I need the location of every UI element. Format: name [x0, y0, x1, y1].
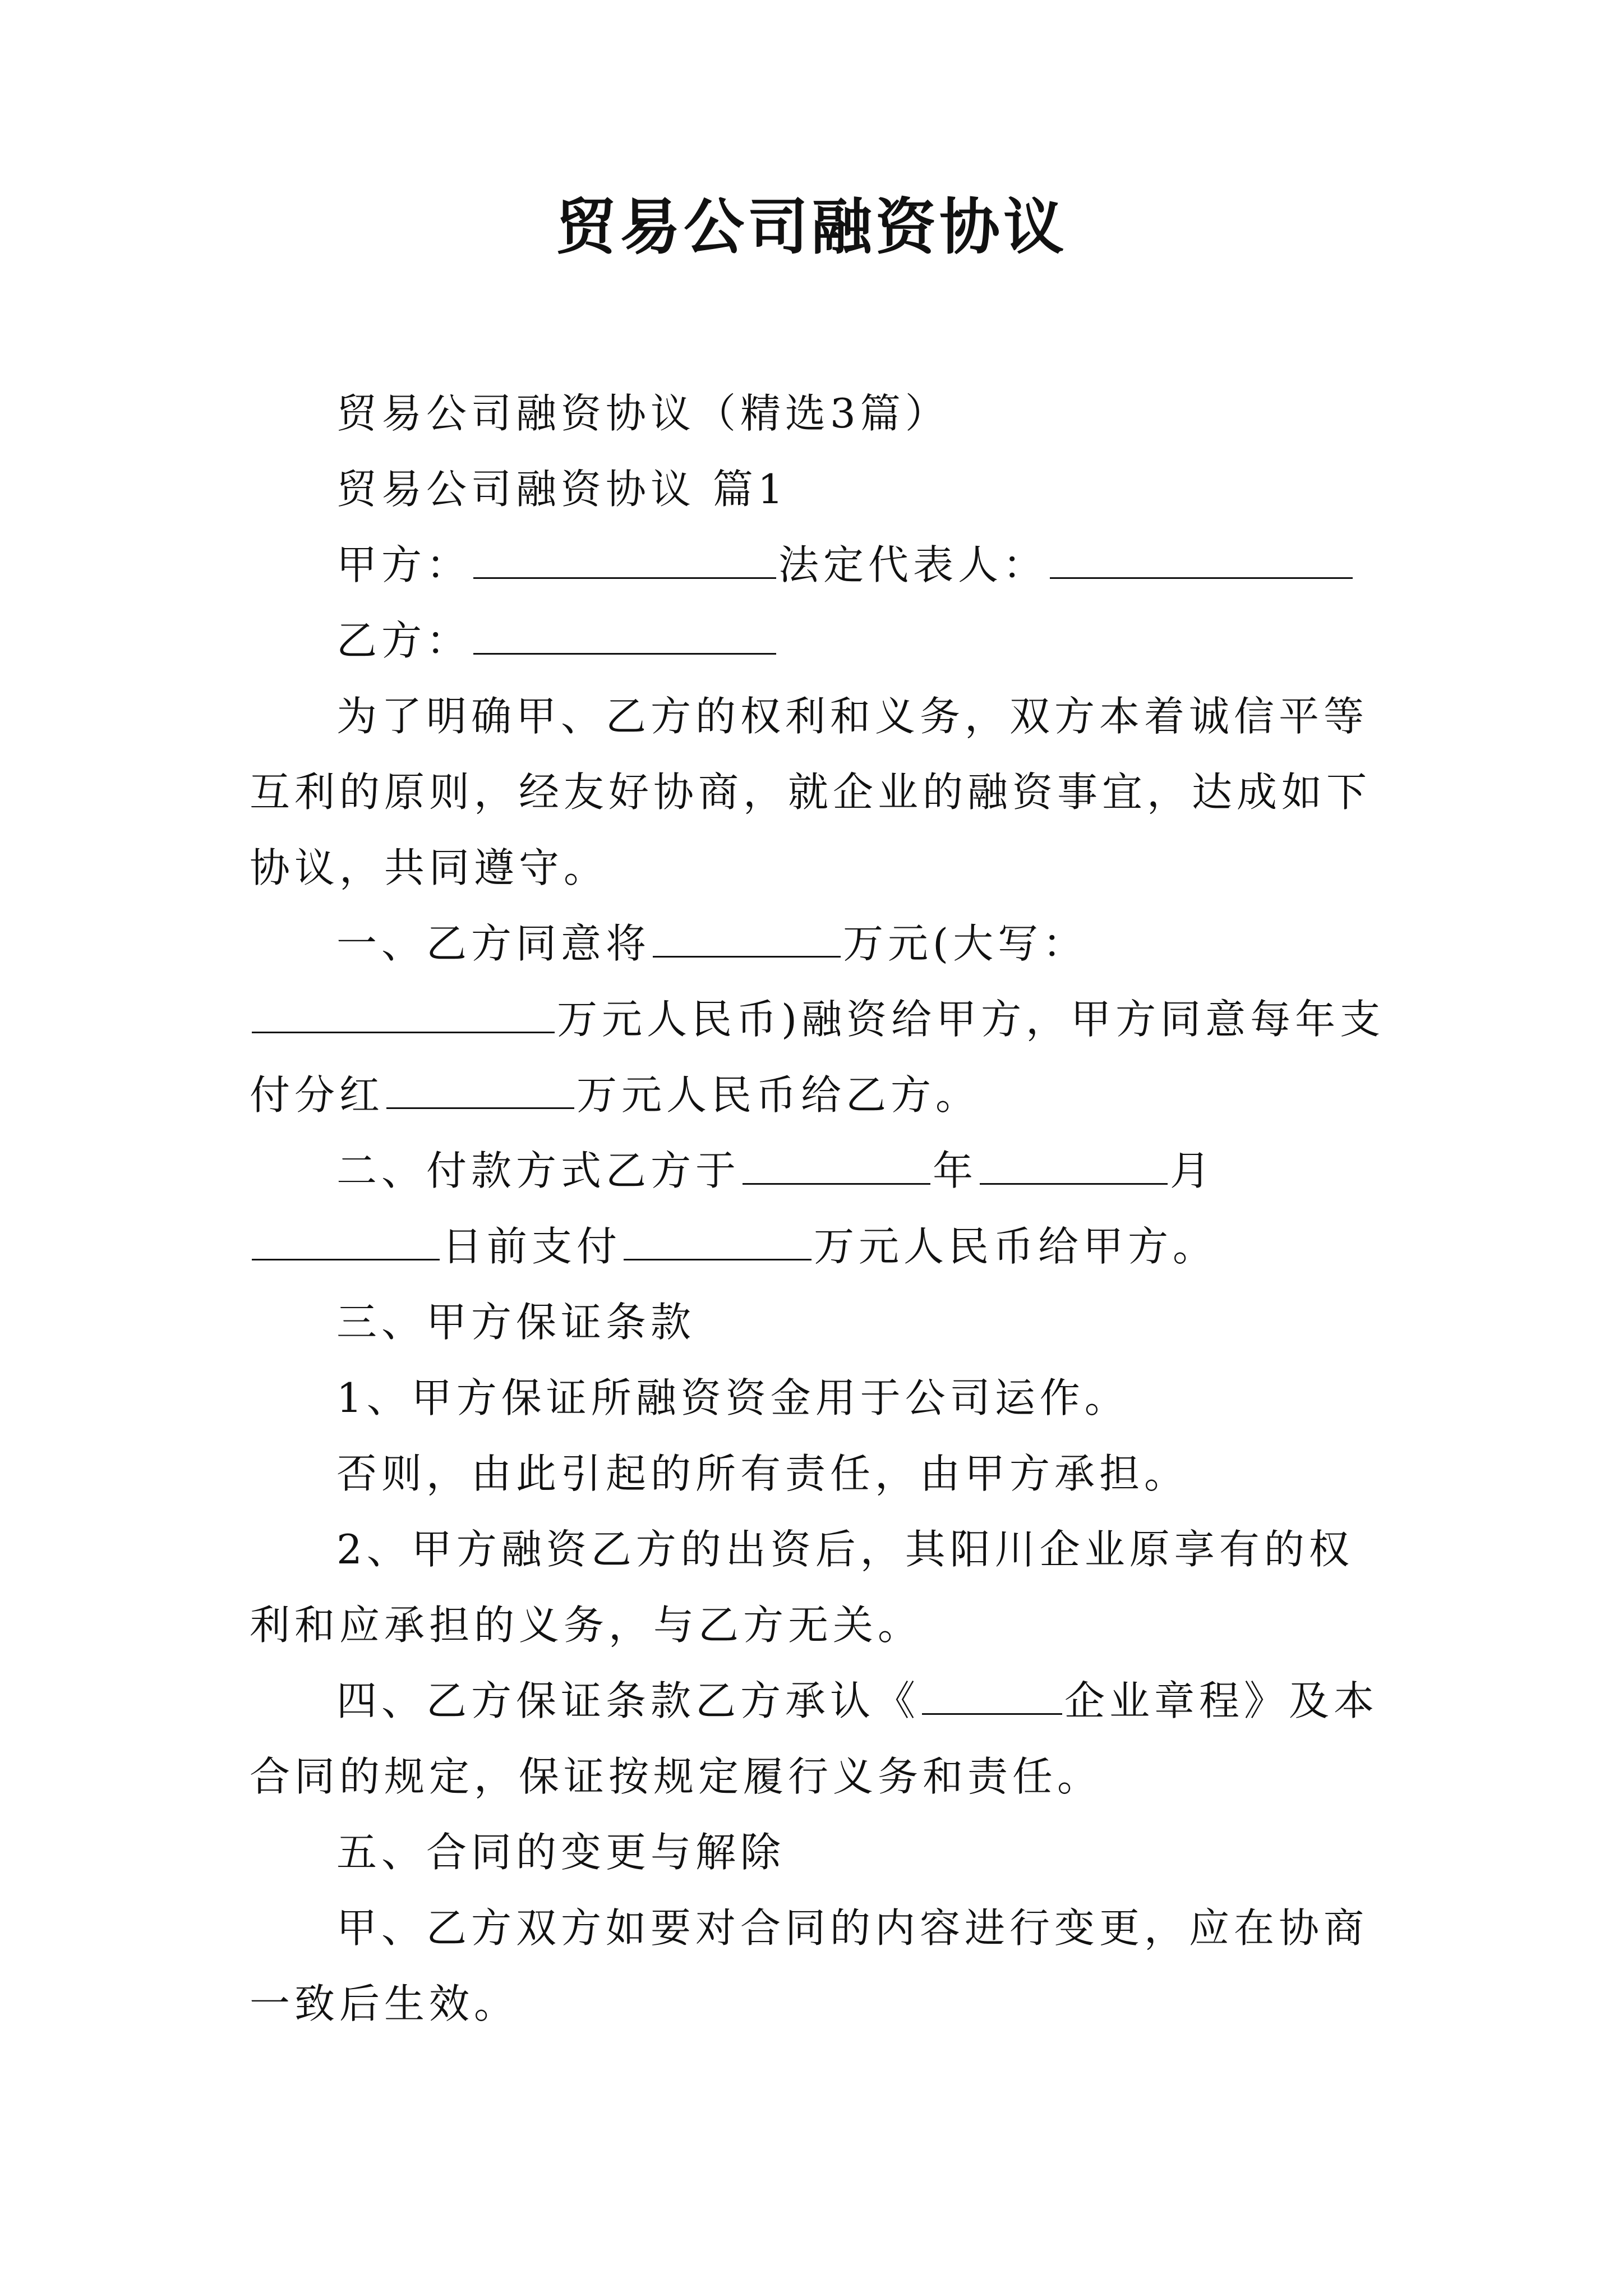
document-body: [250, 376, 1388, 2042]
clause-5-heading: 五、合同的变更与解除: [336, 1829, 786, 1876]
dividend-blank: [386, 1068, 574, 1109]
party-b-line: [250, 603, 1388, 679]
clause-1-text-b: 万元(大写：: [843, 920, 1088, 967]
subtitle: 贸易公司融资协议（精选3篇）: [336, 390, 950, 437]
legal-rep-label: 法定代表人：: [778, 541, 1048, 588]
clause-4-text-b: 企业章程》及本合同的规定，保证按规定履行义务和责任。: [250, 1677, 1379, 1800]
party-a-label: 甲方：: [336, 541, 472, 588]
clause-1-text-c: 万元人民币)融资给甲方，甲方同意每年支付分红: [250, 996, 1385, 1119]
legal-rep-blank: [1050, 538, 1353, 579]
clause-2-text-d: 日前支付: [442, 1223, 622, 1270]
payment-amount-blank: [624, 1220, 811, 1260]
amount-uppercase-blank: [252, 992, 555, 1033]
day-blank: [252, 1220, 440, 1260]
clause-2: [250, 1133, 1388, 1285]
party-a-blank: [473, 538, 776, 579]
clause-1: [250, 906, 1388, 1133]
clause-2-text-e: 万元人民币给甲方。: [814, 1223, 1218, 1270]
party-a-line: [250, 527, 1388, 603]
year-blank: [743, 1144, 930, 1185]
party-b-blank: [473, 614, 776, 655]
clause-4-text-a: 四、乙方保证条款乙方承认《: [336, 1677, 920, 1724]
amount-blank: [653, 917, 841, 958]
clause-3-item-2: 2、甲方融资乙方的出资后，其阳川企业原享有的权利和应承担的义务，与乙方无关。: [250, 1526, 1354, 1649]
document-title: 贸易公司融资协议: [555, 192, 1067, 263]
party-b-label: 乙方：: [336, 617, 472, 664]
clause-1-text-d: 万元人民币给乙方。: [577, 1071, 981, 1119]
clause-4: [250, 1663, 1388, 1815]
clause-3-item-1: 1、甲方保证所融资资金用于公司运作。: [336, 1374, 1129, 1421]
clause-2-text-a: 二、付款方式乙方于: [336, 1147, 741, 1194]
section-heading: 贸易公司融资协议 篇1: [336, 466, 788, 513]
intro-paragraph: 为了明确甲、乙方的权利和义务，双方本着诚信平等互利的原则，经友好协商，就企业的融资事宜，达成如下协议，共同遵守。: [250, 693, 1372, 891]
company-name-blank: [922, 1674, 1062, 1715]
clause-1-text-a: 一、乙方同意将: [336, 920, 651, 967]
clause-3-item-1-note: 否则，由此引起的所有责任，由甲方承担。: [336, 1450, 1189, 1497]
clause-3-heading: 三、甲方保证条款: [336, 1299, 696, 1346]
clause-2-text-b: 年: [933, 1147, 978, 1194]
clause-5-body: 甲、乙方双方如要对合同的内容进行变更，应在协商一致后生效。: [250, 1904, 1369, 2027]
clause-2-text-c: 月: [1170, 1147, 1215, 1194]
month-blank: [980, 1144, 1168, 1185]
